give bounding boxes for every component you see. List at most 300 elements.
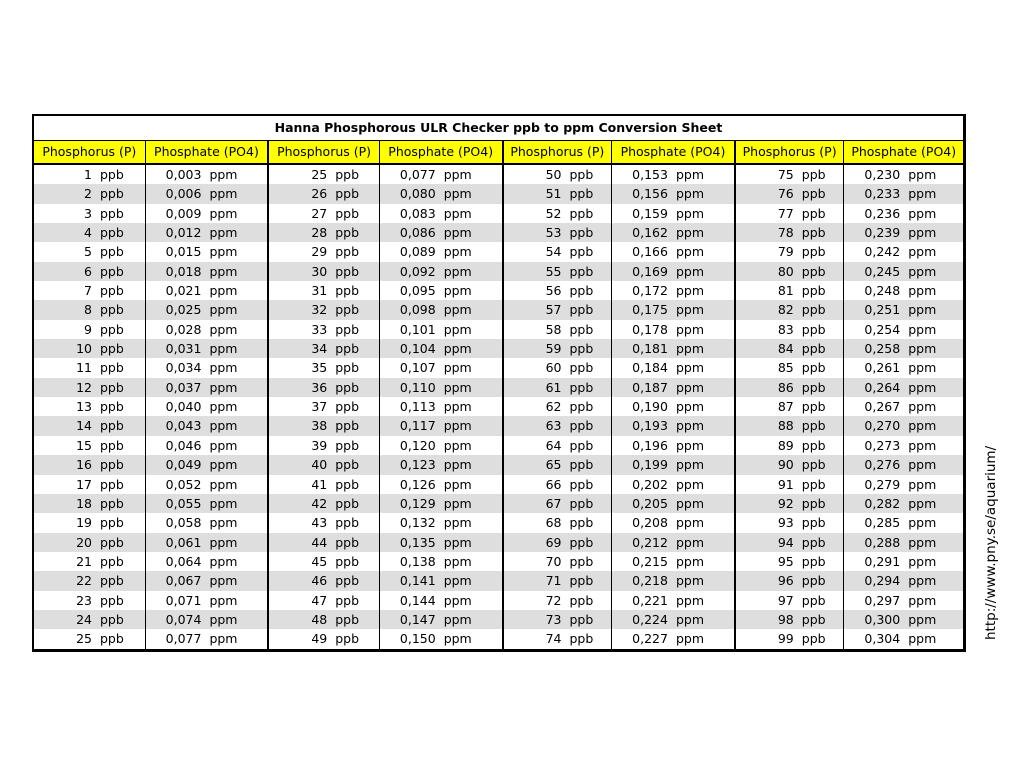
phosphate-value: 0,258: [864, 341, 901, 357]
phosphate-cell: [611, 300, 734, 319]
phosphorus-value: 47: [311, 592, 328, 608]
phosphorus-value: 64: [545, 437, 562, 453]
phosphate-cell: [145, 513, 268, 532]
ppb-unit: ppb: [100, 592, 124, 608]
phosphorus-value: 54: [545, 244, 562, 260]
ppm-unit: ppm: [675, 437, 704, 453]
phosphorus-value: 23: [76, 592, 92, 608]
ppm-unit: ppm: [209, 611, 238, 627]
ppm-unit: ppm: [675, 418, 704, 434]
ppm-unit: ppm: [908, 399, 937, 415]
phosphorus-cell: [734, 184, 844, 203]
phosphate-value: 0,282: [864, 495, 901, 511]
phosphate-value: 0,104: [399, 341, 436, 357]
phosphorus-value: 61: [545, 379, 562, 395]
phosphorus-value: 86: [777, 379, 794, 395]
phosphorus-value: 73: [545, 611, 562, 627]
phosphorus-value: 63: [545, 418, 562, 434]
phosphate-cell: [611, 552, 734, 571]
ppm-unit: ppm: [443, 225, 472, 241]
ppb-unit: ppb: [100, 205, 124, 221]
ppm-unit: ppm: [443, 457, 472, 473]
ppm-unit: ppm: [209, 167, 238, 182]
phosphorus-cell: [267, 571, 379, 590]
phosphorus-value: 60: [545, 360, 562, 376]
ppm-unit: ppm: [675, 186, 704, 202]
phosphorus-cell: [502, 397, 612, 416]
phosphorus-cell: [267, 223, 379, 242]
phosphate-value: 0,077: [399, 167, 436, 182]
ppm-unit: ppm: [443, 611, 472, 627]
ppb-unit: ppb: [569, 283, 594, 299]
table-row: [34, 358, 963, 377]
ppm-unit: ppm: [209, 379, 238, 395]
phosphorus-value: 31: [311, 283, 328, 299]
ppb-unit: ppb: [335, 302, 360, 318]
ppm-unit: ppm: [908, 379, 937, 395]
phosphate-cell: [379, 494, 502, 513]
phosphate-cell: [145, 358, 268, 377]
phosphate-cell: [145, 242, 268, 261]
phosphate-value: 0,043: [165, 418, 202, 434]
phosphate-value: 0,166: [632, 244, 668, 260]
ppb-unit: ppb: [335, 534, 360, 550]
phosphate-value: 0,221: [632, 592, 668, 608]
phosphate-value: 0,178: [632, 321, 668, 337]
phosphorus-cell: [34, 281, 145, 300]
phosphorus-cell: [267, 436, 379, 455]
phosphorus-cell: [734, 629, 844, 648]
phosphorus-cell: [267, 242, 379, 261]
ppb-unit: ppb: [569, 244, 594, 260]
phosphorus-value: 34: [311, 341, 328, 357]
ppb-unit: ppb: [569, 592, 594, 608]
phosphorus-cell: [502, 378, 612, 397]
header-phosphate-4: Phosphate (PO4): [843, 141, 963, 163]
phosphate-value: 0,270: [864, 418, 901, 434]
ppm-unit: ppm: [443, 283, 472, 299]
phosphate-value: 0,110: [399, 379, 436, 395]
phosphorus-value: 20: [76, 534, 92, 550]
phosphate-value: 0,126: [399, 476, 436, 492]
phosphorus-cell: [734, 513, 844, 532]
phosphate-cell: [145, 629, 268, 648]
phosphorus-value: 9: [84, 321, 92, 337]
phosphate-value: 0,190: [632, 399, 668, 415]
phosphorus-cell: [502, 223, 612, 242]
phosphate-value: 0,129: [399, 495, 436, 511]
phosphorus-value: 94: [777, 534, 794, 550]
phosphate-value: 0,276: [864, 457, 901, 473]
phosphorus-value: 35: [311, 360, 328, 376]
phosphate-value: 0,003: [165, 167, 202, 182]
phosphorus-value: 84: [777, 341, 794, 357]
phosphorus-cell: [267, 591, 379, 610]
ppm-unit: ppm: [908, 341, 937, 357]
ppm-unit: ppm: [675, 631, 704, 647]
table-row: [34, 165, 963, 184]
phosphorus-value: 68: [545, 515, 562, 531]
table-row: [34, 591, 963, 610]
table-row: [34, 223, 963, 242]
phosphate-cell: [379, 533, 502, 552]
phosphate-cell: [145, 571, 268, 590]
phosphorus-cell: [734, 416, 844, 435]
phosphorus-cell: [502, 262, 612, 281]
phosphorus-cell: [502, 533, 612, 552]
ppb-unit: ppb: [569, 225, 594, 241]
ppm-unit: ppm: [443, 360, 472, 376]
ppm-unit: ppm: [908, 495, 937, 511]
phosphate-cell: [843, 300, 963, 319]
ppm-unit: ppm: [443, 244, 472, 260]
phosphate-value: 0,261: [864, 360, 901, 376]
phosphate-value: 0,144: [399, 592, 436, 608]
phosphate-cell: [379, 300, 502, 319]
phosphorus-cell: [734, 262, 844, 281]
ppm-unit: ppm: [908, 244, 937, 260]
phosphate-cell: [145, 416, 268, 435]
phosphorus-cell: [34, 513, 145, 532]
phosphate-value: 0,089: [399, 244, 436, 260]
phosphate-value: 0,025: [165, 302, 202, 318]
phosphorus-value: 66: [545, 476, 562, 492]
phosphate-value: 0,006: [165, 186, 202, 202]
phosphate-value: 0,150: [399, 631, 436, 647]
phosphate-value: 0,251: [864, 302, 901, 318]
phosphorus-cell: [734, 223, 844, 242]
phosphate-value: 0,218: [632, 573, 668, 589]
phosphorus-value: 51: [545, 186, 562, 202]
phosphate-value: 0,083: [399, 205, 436, 221]
ppm-unit: ppm: [908, 302, 937, 318]
ppm-unit: ppm: [209, 631, 238, 647]
ppb-unit: ppb: [100, 302, 124, 318]
ppb-unit: ppb: [801, 399, 826, 415]
table-row: [34, 571, 963, 590]
ppm-unit: ppm: [443, 302, 472, 318]
phosphorus-value: 55: [545, 263, 562, 279]
ppm-unit: ppm: [209, 186, 238, 202]
phosphorus-value: 39: [311, 437, 328, 453]
ppb-unit: ppb: [569, 534, 594, 550]
ppm-unit: ppm: [209, 534, 238, 550]
phosphorus-value: 91: [777, 476, 794, 492]
ppb-unit: ppb: [569, 553, 594, 569]
phosphate-value: 0,202: [632, 476, 668, 492]
ppm-unit: ppm: [675, 302, 704, 318]
phosphate-value: 0,074: [165, 611, 202, 627]
phosphate-cell: [379, 320, 502, 339]
phosphorus-value: 8: [84, 302, 92, 318]
ppm-unit: ppm: [675, 515, 704, 531]
phosphorus-value: 26: [311, 186, 328, 202]
ppm-unit: ppm: [675, 611, 704, 627]
phosphate-value: 0,098: [399, 302, 436, 318]
ppb-unit: ppb: [335, 360, 360, 376]
phosphorus-value: 71: [545, 573, 562, 589]
phosphate-cell: [611, 358, 734, 377]
phosphate-cell: [843, 262, 963, 281]
table-row: [34, 494, 963, 513]
phosphate-cell: [379, 475, 502, 494]
phosphate-value: 0,058: [165, 515, 202, 531]
phosphorus-cell: [267, 339, 379, 358]
ppm-unit: ppm: [675, 379, 704, 395]
phosphate-cell: [379, 397, 502, 416]
phosphate-cell: [145, 320, 268, 339]
ppm-unit: ppm: [443, 592, 472, 608]
phosphate-value: 0,132: [399, 515, 436, 531]
phosphorus-value: 97: [777, 592, 794, 608]
phosphorus-value: 40: [311, 457, 328, 473]
phosphate-value: 0,264: [864, 379, 901, 395]
conversion-table: [32, 114, 966, 652]
phosphate-value: 0,187: [632, 379, 668, 395]
ppb-unit: ppb: [801, 515, 826, 531]
ppb-unit: ppb: [801, 476, 826, 492]
phosphorus-cell: [34, 320, 145, 339]
ppb-unit: ppb: [335, 495, 360, 511]
ppb-unit: ppb: [100, 553, 124, 569]
phosphorus-cell: [267, 300, 379, 319]
phosphorus-cell: [34, 339, 145, 358]
header-phosphorus-3: Phosphorus (P): [502, 141, 612, 163]
phosphorus-value: 58: [545, 321, 562, 337]
ppb-unit: ppb: [100, 360, 124, 376]
phosphate-value: 0,021: [165, 283, 202, 299]
phosphate-value: 0,233: [864, 186, 901, 202]
table-row: [34, 242, 963, 261]
ppb-unit: ppb: [335, 341, 360, 357]
phosphorus-value: 77: [777, 205, 794, 221]
table-row: [34, 184, 963, 203]
ppb-unit: ppb: [801, 592, 826, 608]
phosphorus-value: 56: [545, 283, 562, 299]
phosphate-cell: [145, 591, 268, 610]
ppm-unit: ppm: [443, 399, 472, 415]
phosphate-cell: [379, 629, 502, 648]
phosphorus-cell: [502, 204, 612, 223]
phosphorus-cell: [502, 416, 612, 435]
ppb-unit: ppb: [569, 631, 594, 647]
ppb-unit: ppb: [100, 167, 124, 182]
phosphorus-cell: [502, 494, 612, 513]
ppm-unit: ppm: [675, 534, 704, 550]
phosphorus-cell: [267, 455, 379, 474]
header-phosphorus-2: Phosphorus (P): [267, 141, 379, 163]
phosphorus-value: 46: [311, 573, 328, 589]
phosphate-cell: [611, 416, 734, 435]
phosphorus-cell: [267, 165, 379, 184]
table-row: [34, 416, 963, 435]
phosphate-cell: [843, 571, 963, 590]
ppm-unit: ppm: [209, 283, 238, 299]
phosphate-value: 0,212: [632, 534, 668, 550]
phosphorus-value: 69: [545, 534, 562, 550]
header-phosphate-1: Phosphate (PO4): [145, 141, 268, 163]
ppb-unit: ppb: [335, 205, 360, 221]
phosphorus-value: 22: [76, 573, 92, 589]
ppb-unit: ppb: [100, 573, 124, 589]
phosphate-value: 0,064: [165, 553, 202, 569]
ppb-unit: ppb: [335, 283, 360, 299]
phosphorus-value: 6: [84, 263, 92, 279]
phosphate-value: 0,092: [399, 263, 436, 279]
ppm-unit: ppm: [908, 611, 937, 627]
phosphorus-cell: [502, 475, 612, 494]
phosphorus-cell: [34, 358, 145, 377]
phosphate-value: 0,015: [165, 244, 202, 260]
phosphorus-cell: [502, 320, 612, 339]
ppb-unit: ppb: [100, 225, 124, 241]
ppm-unit: ppm: [209, 476, 238, 492]
phosphate-cell: [379, 416, 502, 435]
phosphate-cell: [379, 165, 502, 184]
ppb-unit: ppb: [100, 186, 124, 202]
ppm-unit: ppm: [209, 437, 238, 453]
ppb-unit: ppb: [335, 476, 360, 492]
ppm-unit: ppm: [675, 283, 704, 299]
phosphorus-cell: [267, 262, 379, 281]
phosphate-cell: [379, 552, 502, 571]
ppb-unit: ppb: [335, 573, 360, 589]
phosphorus-cell: [502, 610, 612, 629]
ppb-unit: ppb: [100, 379, 124, 395]
ppb-unit: ppb: [801, 302, 826, 318]
header-phosphorus-1: Phosphorus (P): [42, 144, 137, 159]
ppb-unit: ppb: [335, 457, 360, 473]
phosphate-cell: [145, 184, 268, 203]
phosphate-value: 0,172: [632, 283, 668, 299]
phosphorus-cell: [502, 571, 612, 590]
phosphorus-cell: [502, 281, 612, 300]
phosphate-cell: [611, 339, 734, 358]
phosphorus-value: 89: [777, 437, 794, 453]
ppb-unit: ppb: [100, 457, 124, 473]
phosphate-value: 0,294: [864, 573, 901, 589]
phosphate-cell: [379, 436, 502, 455]
ppb-unit: ppb: [801, 495, 826, 511]
ppb-unit: ppb: [569, 437, 594, 453]
phosphorus-cell: [502, 242, 612, 261]
phosphorus-value: 82: [777, 302, 794, 318]
ppb-unit: ppb: [335, 167, 360, 182]
phosphorus-cell: [502, 455, 612, 474]
phosphorus-value: 32: [311, 302, 328, 318]
phosphorus-cell: [734, 533, 844, 552]
ppm-unit: ppm: [908, 476, 937, 492]
phosphate-value: 0,101: [399, 321, 436, 337]
phosphorus-value: 2: [84, 186, 92, 202]
table-row: [34, 320, 963, 339]
ppb-unit: ppb: [100, 341, 124, 357]
ppm-unit: ppm: [908, 418, 937, 434]
phosphorus-value: 25: [311, 167, 328, 182]
phosphate-value: 0,199: [632, 457, 668, 473]
phosphate-cell: [843, 242, 963, 261]
phosphate-cell: [611, 262, 734, 281]
ppb-unit: ppb: [335, 515, 360, 531]
phosphate-value: 0,230: [864, 167, 901, 182]
phosphate-cell: [611, 436, 734, 455]
phosphorus-value: 48: [311, 611, 328, 627]
phosphorus-value: 10: [76, 341, 92, 357]
phosphate-value: 0,224: [632, 611, 668, 627]
phosphorus-value: 29: [311, 244, 328, 260]
phosphorus-value: 5: [84, 244, 92, 260]
phosphate-cell: [611, 223, 734, 242]
ppb-unit: ppb: [569, 399, 594, 415]
phosphorus-value: 81: [777, 283, 794, 299]
ppb-unit: ppb: [569, 515, 594, 531]
ppm-unit: ppm: [908, 263, 937, 279]
phosphorus-cell: [734, 552, 844, 571]
phosphorus-cell: [502, 513, 612, 532]
phosphate-value: 0,239: [864, 225, 901, 241]
phosphate-cell: [843, 455, 963, 474]
phosphorus-cell: [34, 223, 145, 242]
phosphate-cell: [611, 591, 734, 610]
phosphorus-value: 12: [76, 379, 92, 395]
phosphate-cell: [379, 610, 502, 629]
phosphate-cell: [843, 591, 963, 610]
phosphorus-value: 78: [777, 225, 794, 241]
phosphate-value: 0,009: [165, 205, 202, 221]
phosphate-value: 0,248: [864, 283, 901, 299]
phosphate-cell: [145, 552, 268, 571]
table-row: [34, 204, 963, 223]
phosphate-value: 0,095: [399, 283, 436, 299]
phosphorus-cell: [34, 455, 145, 474]
ppb-unit: ppb: [801, 379, 826, 395]
phosphate-value: 0,141: [399, 573, 436, 589]
ppm-unit: ppm: [675, 399, 704, 415]
ppb-unit: ppb: [801, 167, 826, 182]
phosphate-cell: [843, 223, 963, 242]
ppb-unit: ppb: [801, 418, 826, 434]
phosphate-cell: [611, 165, 734, 184]
phosphate-value: 0,138: [399, 553, 436, 569]
ppb-unit: ppb: [100, 418, 124, 434]
phosphorus-value: 75: [777, 167, 794, 182]
phosphate-cell: [379, 223, 502, 242]
ppb-unit: ppb: [569, 302, 594, 318]
ppb-unit: ppb: [335, 186, 360, 202]
phosphorus-cell: [734, 339, 844, 358]
ppm-unit: ppm: [908, 553, 937, 569]
header-phosphate-3: Phosphate (PO4): [611, 141, 734, 163]
phosphorus-cell: [34, 552, 145, 571]
phosphorus-cell: [734, 242, 844, 261]
phosphate-cell: [611, 610, 734, 629]
phosphate-cell: [843, 397, 963, 416]
phosphorus-value: 96: [777, 573, 794, 589]
phosphate-value: 0,034: [165, 360, 202, 376]
phosphorus-cell: [267, 184, 379, 203]
ppb-unit: ppb: [100, 263, 124, 279]
phosphate-cell: [379, 339, 502, 358]
phosphate-cell: [145, 397, 268, 416]
phosphate-value: 0,052: [165, 476, 202, 492]
ppm-unit: ppm: [443, 263, 472, 279]
phosphate-value: 0,175: [632, 302, 668, 318]
phosphorus-value: 72: [545, 592, 562, 608]
phosphate-value: 0,291: [864, 553, 901, 569]
phosphate-cell: [843, 204, 963, 223]
phosphorus-value: 62: [545, 399, 562, 415]
phosphorus-value: 65: [545, 457, 562, 473]
